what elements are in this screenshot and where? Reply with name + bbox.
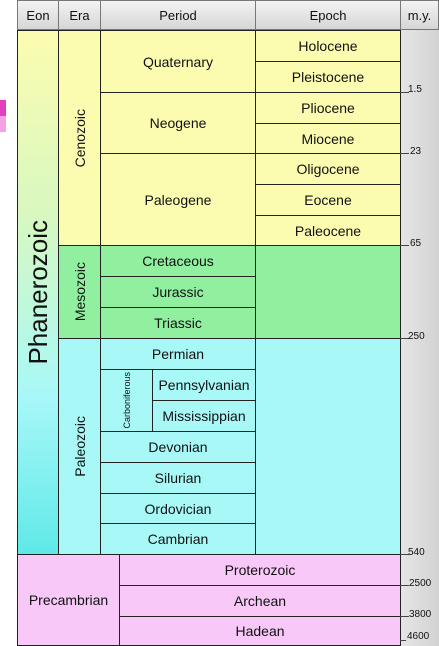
period-quaternary [100, 30, 256, 93]
period-ordovician [100, 493, 256, 524]
period-paleogene [100, 153, 256, 246]
age-tick-65 [400, 245, 409, 246]
epoch-miocene-label: Miocene [301, 130, 355, 147]
header-my: m.y. [400, 0, 439, 30]
period-mississippian-label: Mississippian [162, 408, 246, 424]
period-devonian-label: Devonian [148, 439, 208, 455]
epoch-oligocene [255, 153, 401, 185]
period-triassic-label: Triassic [154, 315, 202, 331]
era-paleozoic [58, 338, 101, 555]
period-jurassic-label: Jurassic [152, 284, 204, 300]
division-archean-label: Archean [233, 593, 287, 609]
eon-phanerozoic-label: Phanerozoic [22, 220, 53, 365]
period-carboniferous [100, 369, 153, 432]
age-label-1-5: 1.5 [408, 84, 422, 95]
division-proterozoic-label: Proterozoic [224, 562, 296, 578]
age-label-250: 250 [408, 331, 425, 342]
paleozoic-epoch-blank [255, 338, 401, 555]
epoch-miocene [255, 123, 401, 154]
header-epoch: Epoch [255, 0, 401, 30]
period-triassic [100, 307, 256, 339]
edge-marker-magenta [0, 100, 6, 116]
header-period: Period [100, 0, 256, 30]
age-tick-23 [400, 153, 409, 154]
period-permian [100, 338, 256, 370]
epoch-paleocene-label: Paleocene [294, 222, 362, 239]
period-devonian [100, 431, 256, 463]
period-cambrian-label: Cambrian [147, 531, 209, 547]
division-proterozoic [119, 554, 401, 586]
period-paleogene-label: Paleogene [144, 191, 212, 208]
age-tick-4600 [400, 640, 406, 641]
division-hadean-label: Hadean [235, 623, 285, 639]
epoch-holocene-label: Holocene [298, 38, 358, 54]
epoch-eocene [255, 184, 401, 216]
division-archean [119, 585, 401, 617]
eon-precambrian-label: Precambrian [28, 592, 109, 608]
period-neogene [100, 92, 256, 154]
age-tick-3800 [400, 616, 409, 617]
age-label-2500: 2500 [409, 578, 432, 589]
period-cambrian [100, 523, 256, 555]
eon-phanerozoic [17, 30, 59, 555]
epoch-oligocene-label: Oligocene [296, 161, 360, 177]
epoch-eocene-label: Eocene [304, 192, 352, 208]
period-mississippian [152, 400, 256, 432]
age-label-65: 65 [410, 238, 422, 249]
eon-precambrian [17, 554, 120, 646]
period-pennsylvanian-label: Pennsylvanian [158, 377, 250, 393]
era-cenozoic-label: Cenozoic [71, 108, 88, 168]
era-mesozoic [58, 245, 101, 339]
period-jurassic [100, 276, 256, 308]
age-label-3800: 3800 [409, 609, 432, 620]
header-era: Era [58, 0, 101, 30]
epoch-pliocene [255, 92, 401, 124]
period-quaternary-label: Quaternary [142, 53, 214, 70]
epoch-pleistocene-label: Pleistocene [291, 69, 365, 85]
epoch-paleocene [255, 215, 401, 246]
period-permian-label: Permian [151, 346, 205, 362]
era-cenozoic [58, 30, 101, 246]
period-neogene-label: Neogene [149, 115, 207, 131]
period-cretaceous-label: Cretaceous [142, 253, 214, 269]
period-pennsylvanian [152, 369, 256, 401]
period-cretaceous [100, 245, 256, 277]
epoch-pliocene-label: Pliocene [301, 100, 355, 116]
age-label-4600: 4600 [407, 631, 430, 642]
header-eon: Eon [17, 0, 59, 30]
epoch-pleistocene [255, 61, 401, 93]
age-tick-2500 [400, 585, 409, 586]
era-paleozoic-label: Paleozoic [71, 416, 88, 477]
period-silurian [100, 462, 256, 494]
mesozoic-epoch-blank [255, 245, 401, 339]
period-carboniferous-label: Carboniferous [121, 372, 132, 429]
division-hadean [119, 616, 401, 646]
age-label-540: 540 [408, 547, 425, 558]
period-ordovician-label: Ordovician [144, 500, 212, 517]
era-mesozoic-label: Mesozoic [71, 262, 88, 322]
period-silurian-label: Silurian [154, 470, 202, 486]
age-label-23: 23 [410, 146, 422, 157]
epoch-holocene [255, 30, 401, 62]
edge-marker-pink [0, 116, 6, 132]
